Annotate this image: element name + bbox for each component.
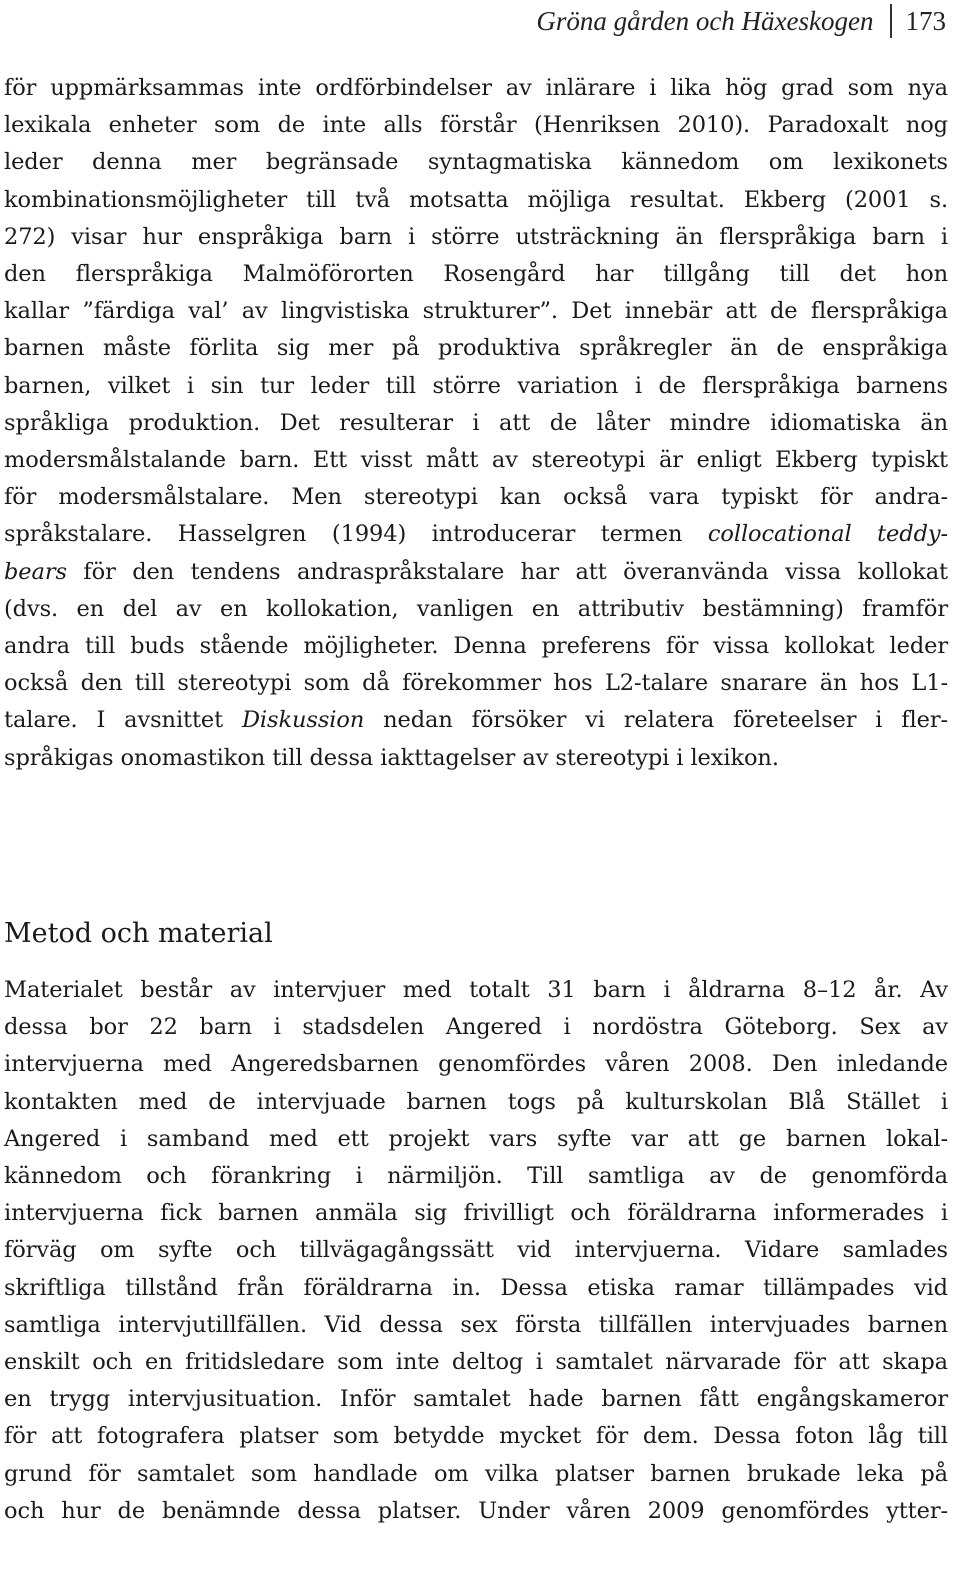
text-line: andra till buds stående möjligheter. Denna preferens för vissa kollokat leder xyxy=(4,633,948,660)
text-line: och hur de benämnde dessa platser. Under våren 2009 genomfördes ytter- xyxy=(4,1497,948,1524)
page-number: 173 xyxy=(905,5,946,36)
text-line: kombinationsmöjligheter till två motsatta möjliga resultat. Ekberg (2001 s. xyxy=(4,186,948,213)
text-line: grund för samtalet som handlade om vilka platser barnen brukade leka på xyxy=(4,1460,948,1487)
text-line xyxy=(4,554,948,591)
text-line: intervjuerna med Angeredsbarnen genomfördes våren 2008. Den inledande xyxy=(4,1051,948,1078)
text-line: kännedom och förankring i närmiljön. Till samtliga av de genomförda xyxy=(4,1163,948,1190)
emphasized-term: collocational teddy- xyxy=(707,521,948,548)
text-line: enskilt och en fritidsledare som inte deltog i samtalet närvarade för att skapa xyxy=(4,1349,948,1376)
text-line: för modersmålstalare. Men stereotypi kan också vara typiskt för andra- xyxy=(4,484,948,511)
text-line: språkigas onomastikon till dessa iakttagelser av stereotypi i lexikon. xyxy=(4,744,779,771)
text-line xyxy=(4,702,948,739)
text-line: Angered i samband med ett projekt vars syfte var att ge barnen lokal- xyxy=(4,1125,948,1152)
header-divider xyxy=(890,4,892,38)
emphasized-term: Diskussion xyxy=(241,707,365,734)
text-line: lexikala enheter som de inte alls förstår (Henriksen 2010). Paradoxalt nog xyxy=(4,112,948,139)
text-line: modersmålstalande barn. Ett visst mått av stereotypi är enligt Ekberg typiskt xyxy=(4,447,948,474)
text-run: språkstalare. Hasselgren (1994) introducerar termen xyxy=(4,521,708,548)
text-line: intervjuerna fick barnen anmäla sig frivilligt och föräldrarna informerades i xyxy=(4,1200,948,1227)
chapter-title: Gröna gården och Häxeskogen xyxy=(536,5,874,36)
text-line: Materialet består av intervjuer med totalt 31 barn i åldrarna 8–12 år. Av xyxy=(4,977,948,1003)
paragraph-1 xyxy=(4,70,948,777)
text-line: kallar ”färdiga val’ av lingvistiska strukturer”. Det innebär att de flerspråkiga xyxy=(4,298,948,325)
text-line: 272) visar hur enspråkiga barn i större utsträckning än flerspråkiga barn i xyxy=(4,223,948,250)
text-line: för uppmärksammas inte ordförbindelser av inlärare i lika hög grad som nya xyxy=(4,75,948,101)
text-line: barnen, vilket i sin tur leder till större variation i de flerspråkiga barnens xyxy=(4,372,948,399)
text-line xyxy=(4,516,948,553)
text-line: en trygg intervjusituation. Inför samtalet hade barnen fått engångskameror xyxy=(4,1386,948,1413)
text-line: förväg om syfte och tillvägagångssätt vid intervjuerna. Vidare samlades xyxy=(4,1237,948,1264)
text-line: för att fotografera platser som betydde mycket för dem. Dessa foton låg till xyxy=(4,1423,948,1450)
text-line: den flerspråkiga Malmöförorten Rosengård har tillgång till det hon xyxy=(4,261,948,288)
text-run: talare. I avsnittet xyxy=(4,707,242,734)
running-header xyxy=(536,4,946,38)
paragraph-2 xyxy=(4,972,948,1530)
text-line: barnen måste förlita sig mer på produktiva språkregler än de enspråkiga xyxy=(4,335,948,362)
text-line: språkliga produktion. Det resulterar i att de låter mindre idiomatiska än xyxy=(4,409,948,436)
text-line: (dvs. en del av en kollokation, vanligen en attributiv bestämning) framför xyxy=(4,595,948,622)
section-heading: Metod och material xyxy=(4,918,273,949)
text-run: för den tendens andraspråkstalare har att överanvända vissa kollokat xyxy=(66,558,948,585)
text-line: samtliga intervjutillfällen. Vid dessa sex första tillfällen intervjuades barnen xyxy=(4,1311,948,1338)
emphasized-term: bears xyxy=(4,558,67,585)
text-line: dessa bor 22 barn i stadsdelen Angered i nordöstra Göteborg. Sex av xyxy=(4,1014,948,1041)
text-line: kontakten med de intervjuade barnen togs på kulturskolan Blå Stället i xyxy=(4,1088,948,1115)
text-run: nedan försöker vi relatera företeelser i fler- xyxy=(364,707,948,734)
text-line: också den till stereotypi som då förekommer hos L2-talare snarare än hos L1- xyxy=(4,670,948,697)
text-line: skriftliga tillstånd från föräldrarna in. Dessa etiska ramar tillämpades vid xyxy=(4,1274,948,1301)
text-line: leder denna mer begränsade syntagmatiska kännedom om lexikonets xyxy=(4,149,948,176)
